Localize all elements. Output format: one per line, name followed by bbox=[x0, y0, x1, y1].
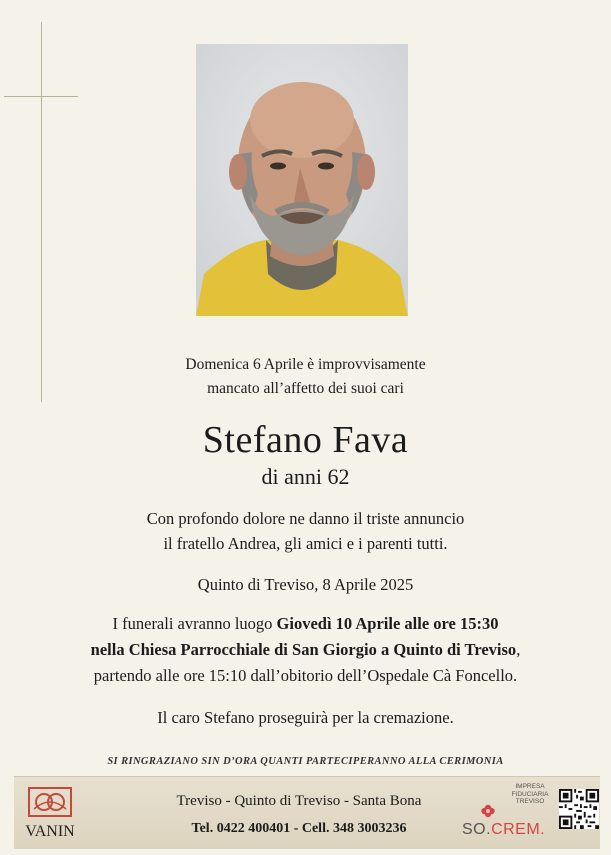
thanks-note: SI RINGRAZIANO SIN D’ORA QUANTI PARTECIPERANNO ALLA CERIMONIA bbox=[107, 756, 504, 767]
socrem-caption-line-2: FIDUCIARIA bbox=[511, 790, 549, 798]
funeral-datetime: Giovedì 10 Aprile alle ore 15:30 bbox=[276, 614, 499, 633]
socrem-caption bbox=[508, 783, 552, 806]
footer-bar bbox=[14, 776, 600, 849]
qr-code-icon bbox=[559, 789, 599, 829]
footer-towns: Treviso - Quinto di Treviso - Santa Bona bbox=[176, 793, 422, 809]
company-name: VANIN bbox=[25, 823, 75, 840]
announcement-line-1: Con profondo dolore ne danno il triste annuncio bbox=[146, 509, 465, 528]
cross-horizontal bbox=[4, 96, 78, 97]
socrem-caption-line-1: IMPRESA bbox=[515, 783, 545, 790]
socrem-caption-line-3: TREVISO bbox=[515, 798, 545, 805]
cross-vertical bbox=[41, 22, 42, 402]
funeral-line-3: partendo alle ore 15:10 dall’obitorio dell’Ospedale Cà Foncello. bbox=[93, 666, 518, 685]
funeral-line-2-suffix: , bbox=[516, 640, 521, 659]
intro-line-2: mancato all’affetto dei suoi cari bbox=[207, 380, 404, 397]
cremation-note: Il caro Stefano proseguirà per la cremazione. bbox=[157, 708, 454, 727]
funeral-line-1 bbox=[0, 614, 611, 634]
funeral-line-1-prefix: I funerali avranno luogo bbox=[112, 614, 277, 633]
deceased-age: di anni 62 bbox=[261, 464, 350, 489]
place-date: Quinto di Treviso, 8 Aprile 2025 bbox=[197, 575, 414, 594]
footer-phones: Tel. 0422 400401 - Cell. 348 3003236 bbox=[191, 821, 407, 836]
funeral-line-2 bbox=[0, 640, 611, 660]
socrem-highlight: CREM. bbox=[491, 821, 546, 838]
socrem-logo bbox=[462, 821, 545, 839]
portrait-photo bbox=[196, 44, 408, 316]
vanin-logo-icon bbox=[28, 787, 72, 817]
announcement-line-2: il fratello Andrea, gli amici e i parenti tutti. bbox=[163, 534, 448, 553]
funeral-church: nella Chiesa Parrocchiale di San Giorgio a Quinto di Treviso bbox=[90, 640, 517, 659]
deceased-name: Stefano Fava bbox=[202, 419, 409, 461]
flower-icon bbox=[480, 803, 496, 819]
socrem-prefix: SO. bbox=[462, 821, 492, 838]
intro-line-1: Domenica 6 Aprile è improvvisamente bbox=[185, 356, 426, 373]
